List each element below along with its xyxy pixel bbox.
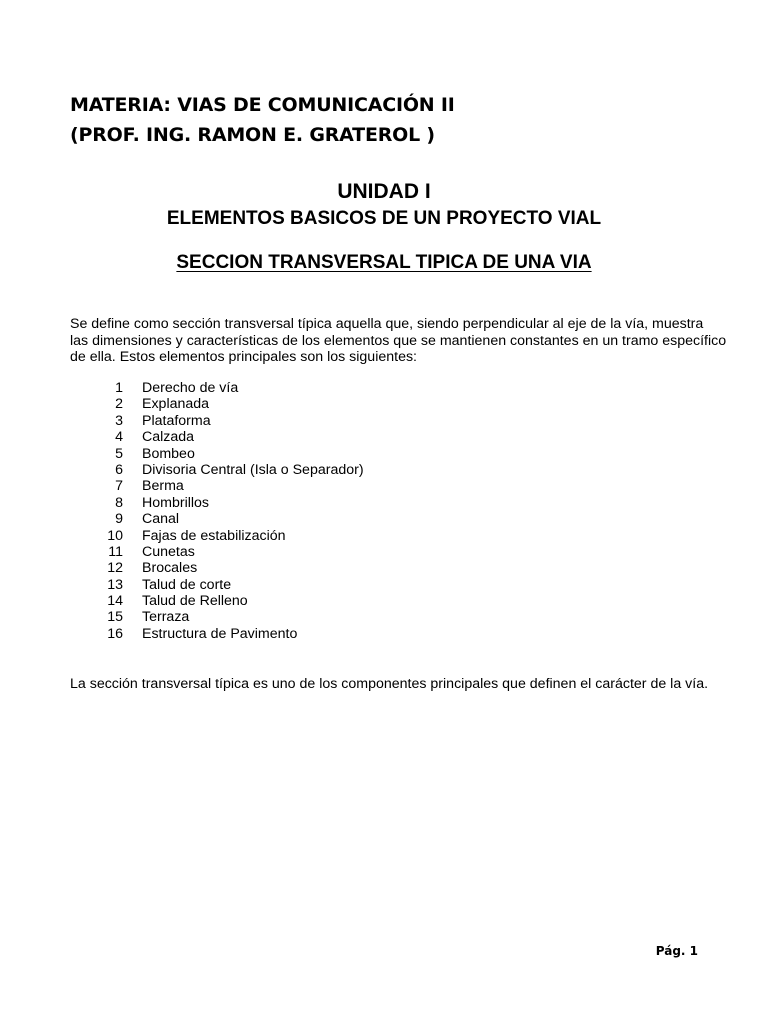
section-heading: SECCION TRANSVERSAL TIPICA DE UNA VIA <box>176 252 592 273</box>
list-item <box>70 528 470 544</box>
item-text: Divisoria Central (Isla o Separador) <box>142 461 364 478</box>
list-item <box>70 593 470 609</box>
item-number: 16 <box>107 625 123 642</box>
list-item <box>70 446 470 462</box>
list-item <box>70 462 470 478</box>
item-number: 8 <box>115 494 123 511</box>
item-text: Explanada <box>142 396 210 413</box>
list-item <box>70 626 470 642</box>
list-item <box>70 380 470 396</box>
professor-line: (PROF. ING. RAMON E. GRATEROL ) <box>70 124 435 146</box>
intro-paragraph <box>70 316 727 366</box>
item-text: Talud de corte <box>142 576 232 593</box>
item-text: Brocales <box>142 560 198 577</box>
item-text: Estructura de Pavimento <box>142 625 298 642</box>
list-item <box>70 577 470 593</box>
item-text: Talud de Relleno <box>142 593 248 610</box>
elements-list <box>70 380 470 642</box>
item-number: 14 <box>107 593 123 610</box>
item-number: 11 <box>108 543 123 560</box>
item-number: 10 <box>107 527 123 544</box>
unit-title: UNIDAD I <box>337 180 431 203</box>
item-number: 2 <box>115 396 123 413</box>
item-text: Plataforma <box>142 412 211 429</box>
item-text: Bombeo <box>142 445 195 462</box>
course-title: MATERIA: VIAS DE COMUNICACIÓN II <box>70 94 455 116</box>
item-number: 9 <box>115 511 123 528</box>
list-item <box>70 478 470 494</box>
item-text: Berma <box>142 478 184 495</box>
unit-subtitle: ELEMENTOS BASICOS DE UN PROYECTO VIAL <box>166 208 602 229</box>
list-item <box>70 413 470 429</box>
item-number: 12 <box>107 560 123 577</box>
intro-line: las dimensiones y características de los elementos que se mantienen constantes en un tramo específico <box>70 332 727 349</box>
intro-line: de ella. Estos elementos principales son los siguientes: <box>70 349 417 365</box>
list-item <box>70 544 470 560</box>
item-text: Fajas de estabilización <box>142 527 286 544</box>
item-text: Terraza <box>142 609 190 626</box>
list-item <box>70 396 470 412</box>
list-item <box>70 511 470 527</box>
list-item <box>70 609 470 625</box>
list-item <box>70 495 470 511</box>
item-number: 5 <box>115 445 123 462</box>
item-number: 1 <box>115 380 123 396</box>
item-text: Hombrillos <box>142 494 210 511</box>
page-number: Pág. 1 <box>655 944 698 958</box>
item-number: 7 <box>115 478 123 495</box>
list-item <box>70 429 470 445</box>
item-number: 13 <box>107 576 123 593</box>
item-number: 3 <box>115 412 123 429</box>
item-text: Calzada <box>142 429 195 446</box>
item-number: 15 <box>107 609 123 626</box>
item-text: Canal <box>142 511 180 528</box>
intro-line: Se define como sección transversal típica aquella que, siendo perpendicular al eje de la vía, muestra <box>70 316 704 332</box>
item-text: Cunetas <box>142 543 195 560</box>
list-item <box>70 560 470 576</box>
item-text: Derecho de vía <box>142 380 239 396</box>
item-number: 6 <box>115 461 123 478</box>
item-number: 4 <box>115 429 123 446</box>
closing-paragraph: La sección transversal típica es uno de los componentes principales que definen el carácter de la vía. <box>70 676 709 692</box>
